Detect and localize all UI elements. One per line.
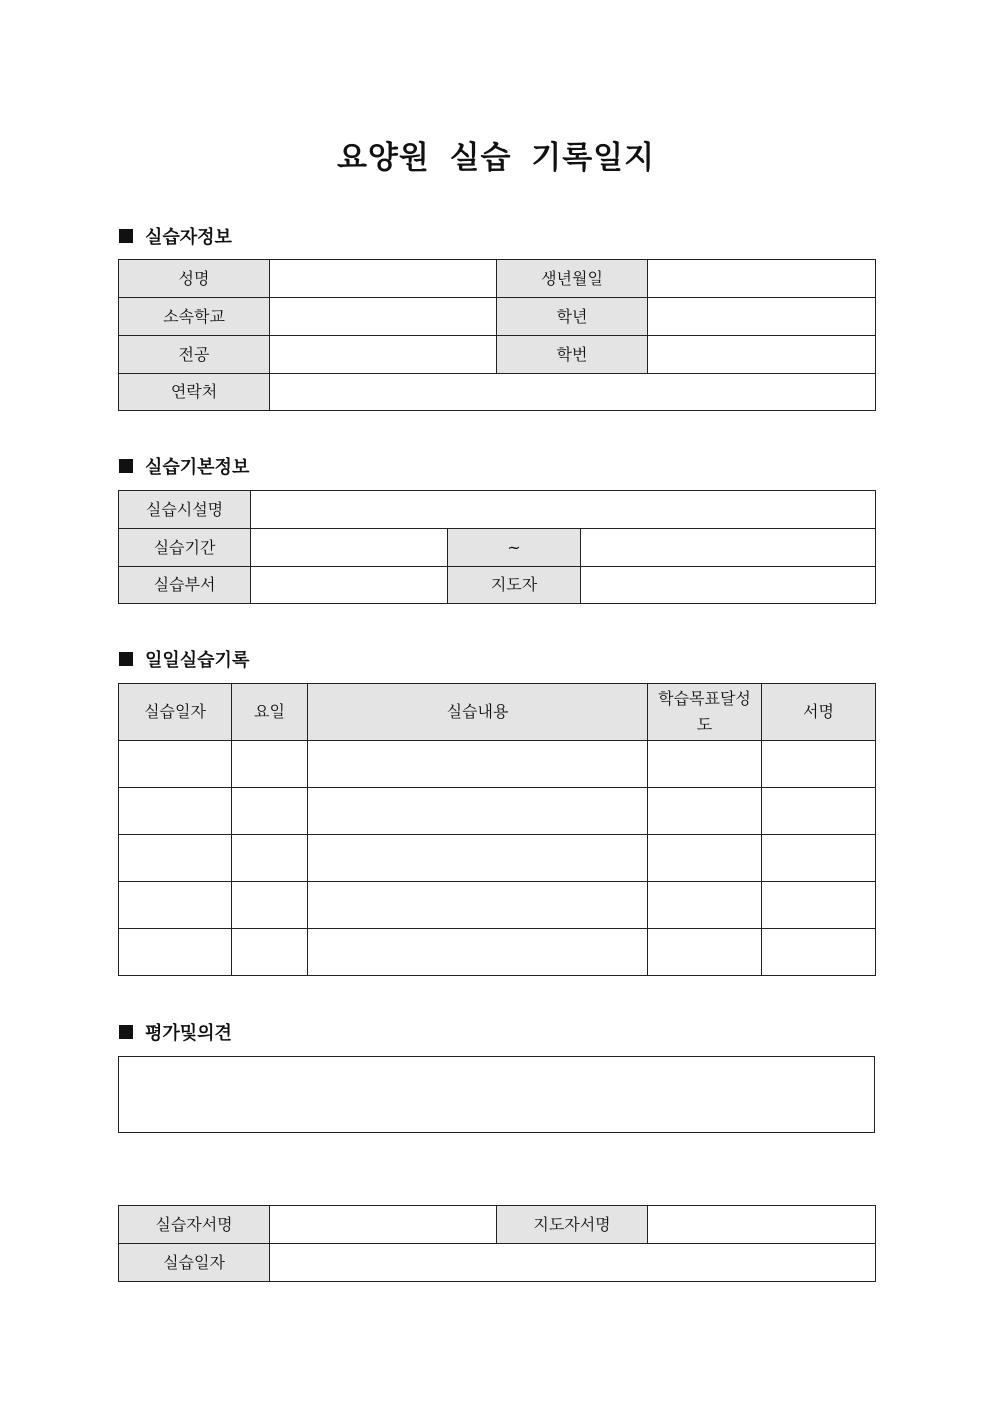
square-bullet-icon [119,229,133,243]
practice-info-table [118,490,876,604]
signature-cell[interactable] [762,929,876,976]
student-id-label: 학번 [497,336,648,374]
page-title: 요양원 실습 기록일지 [336,140,656,176]
daily-log-table [118,683,876,976]
student-id-field[interactable] [648,336,876,374]
content-cell[interactable] [308,929,648,976]
contact-label: 연락처 [119,374,270,411]
weekday-cell[interactable] [232,882,308,929]
trainee-info-table [118,259,876,411]
square-bullet-icon [119,1025,133,1039]
name-field[interactable] [270,260,497,298]
trainee-signature-field[interactable] [270,1206,497,1244]
date-cell[interactable] [119,882,232,929]
weekday-cell[interactable] [232,741,308,788]
content-cell[interactable] [308,882,648,929]
section-heading-label: 일일실습기록 [145,650,250,671]
content-cell[interactable] [308,741,648,788]
date-cell[interactable] [119,929,232,976]
achievement-cell[interactable] [648,835,762,882]
table-row [119,882,876,929]
section-heading-practice-info [119,453,249,479]
birthdate-label: 생년월일 [497,260,648,298]
section-heading-label: 실습기본정보 [145,457,250,478]
table-row [119,741,876,788]
signature-cell[interactable] [762,835,876,882]
date-cell[interactable] [119,835,232,882]
table-row [119,929,876,976]
column-header-weekday: 요일 [232,684,308,741]
period-start-field[interactable] [251,529,448,567]
section-heading-label: 평가및의견 [145,1023,232,1044]
supervisor-signature-field[interactable] [648,1206,876,1244]
signature-table [118,1205,876,1282]
date-cell[interactable] [119,741,232,788]
signature-cell[interactable] [762,882,876,929]
achievement-cell[interactable] [648,741,762,788]
column-header-signature: 서명 [762,684,876,741]
period-separator: ~ [448,529,581,567]
achievement-cell[interactable] [648,929,762,976]
supervisor-field[interactable] [581,567,876,604]
signature-cell[interactable] [762,741,876,788]
birthdate-field[interactable] [648,260,876,298]
achievement-cell[interactable] [648,882,762,929]
grade-field[interactable] [648,298,876,336]
square-bullet-icon [119,652,133,666]
facility-label: 실습시설명 [119,491,251,529]
section-heading-trainee-info [119,223,232,249]
square-bullet-icon [119,459,133,473]
practice-date-label: 실습일자 [119,1244,270,1282]
weekday-cell[interactable] [232,788,308,835]
weekday-cell[interactable] [232,835,308,882]
section-heading-daily-log [119,646,249,672]
practice-date-field[interactable] [270,1244,876,1282]
content-cell[interactable] [308,835,648,882]
section-heading-label: 실습자정보 [145,227,232,248]
evaluation-comment-box[interactable] [118,1056,875,1133]
column-header-achievement: 학습목표달성도 [648,684,762,741]
facility-field[interactable] [251,491,876,529]
table-row [119,835,876,882]
major-field[interactable] [270,336,497,374]
grade-label: 학년 [497,298,648,336]
column-header-content: 실습내용 [308,684,648,741]
date-cell[interactable] [119,788,232,835]
school-field[interactable] [270,298,497,336]
supervisor-signature-label: 지도자서명 [497,1206,648,1244]
department-label: 실습부서 [119,567,251,604]
content-cell[interactable] [308,788,648,835]
section-heading-evaluation [119,1019,232,1045]
supervisor-label: 지도자 [448,567,581,604]
table-row [119,788,876,835]
name-label: 성명 [119,260,270,298]
weekday-cell[interactable] [232,929,308,976]
period-end-field[interactable] [581,529,876,567]
period-label: 실습기간 [119,529,251,567]
school-label: 소속학교 [119,298,270,336]
major-label: 전공 [119,336,270,374]
signature-cell[interactable] [762,788,876,835]
column-header-date: 실습일자 [119,684,232,741]
trainee-signature-label: 실습자서명 [119,1206,270,1244]
contact-field[interactable] [270,374,876,411]
department-field[interactable] [251,567,448,604]
achievement-cell[interactable] [648,788,762,835]
